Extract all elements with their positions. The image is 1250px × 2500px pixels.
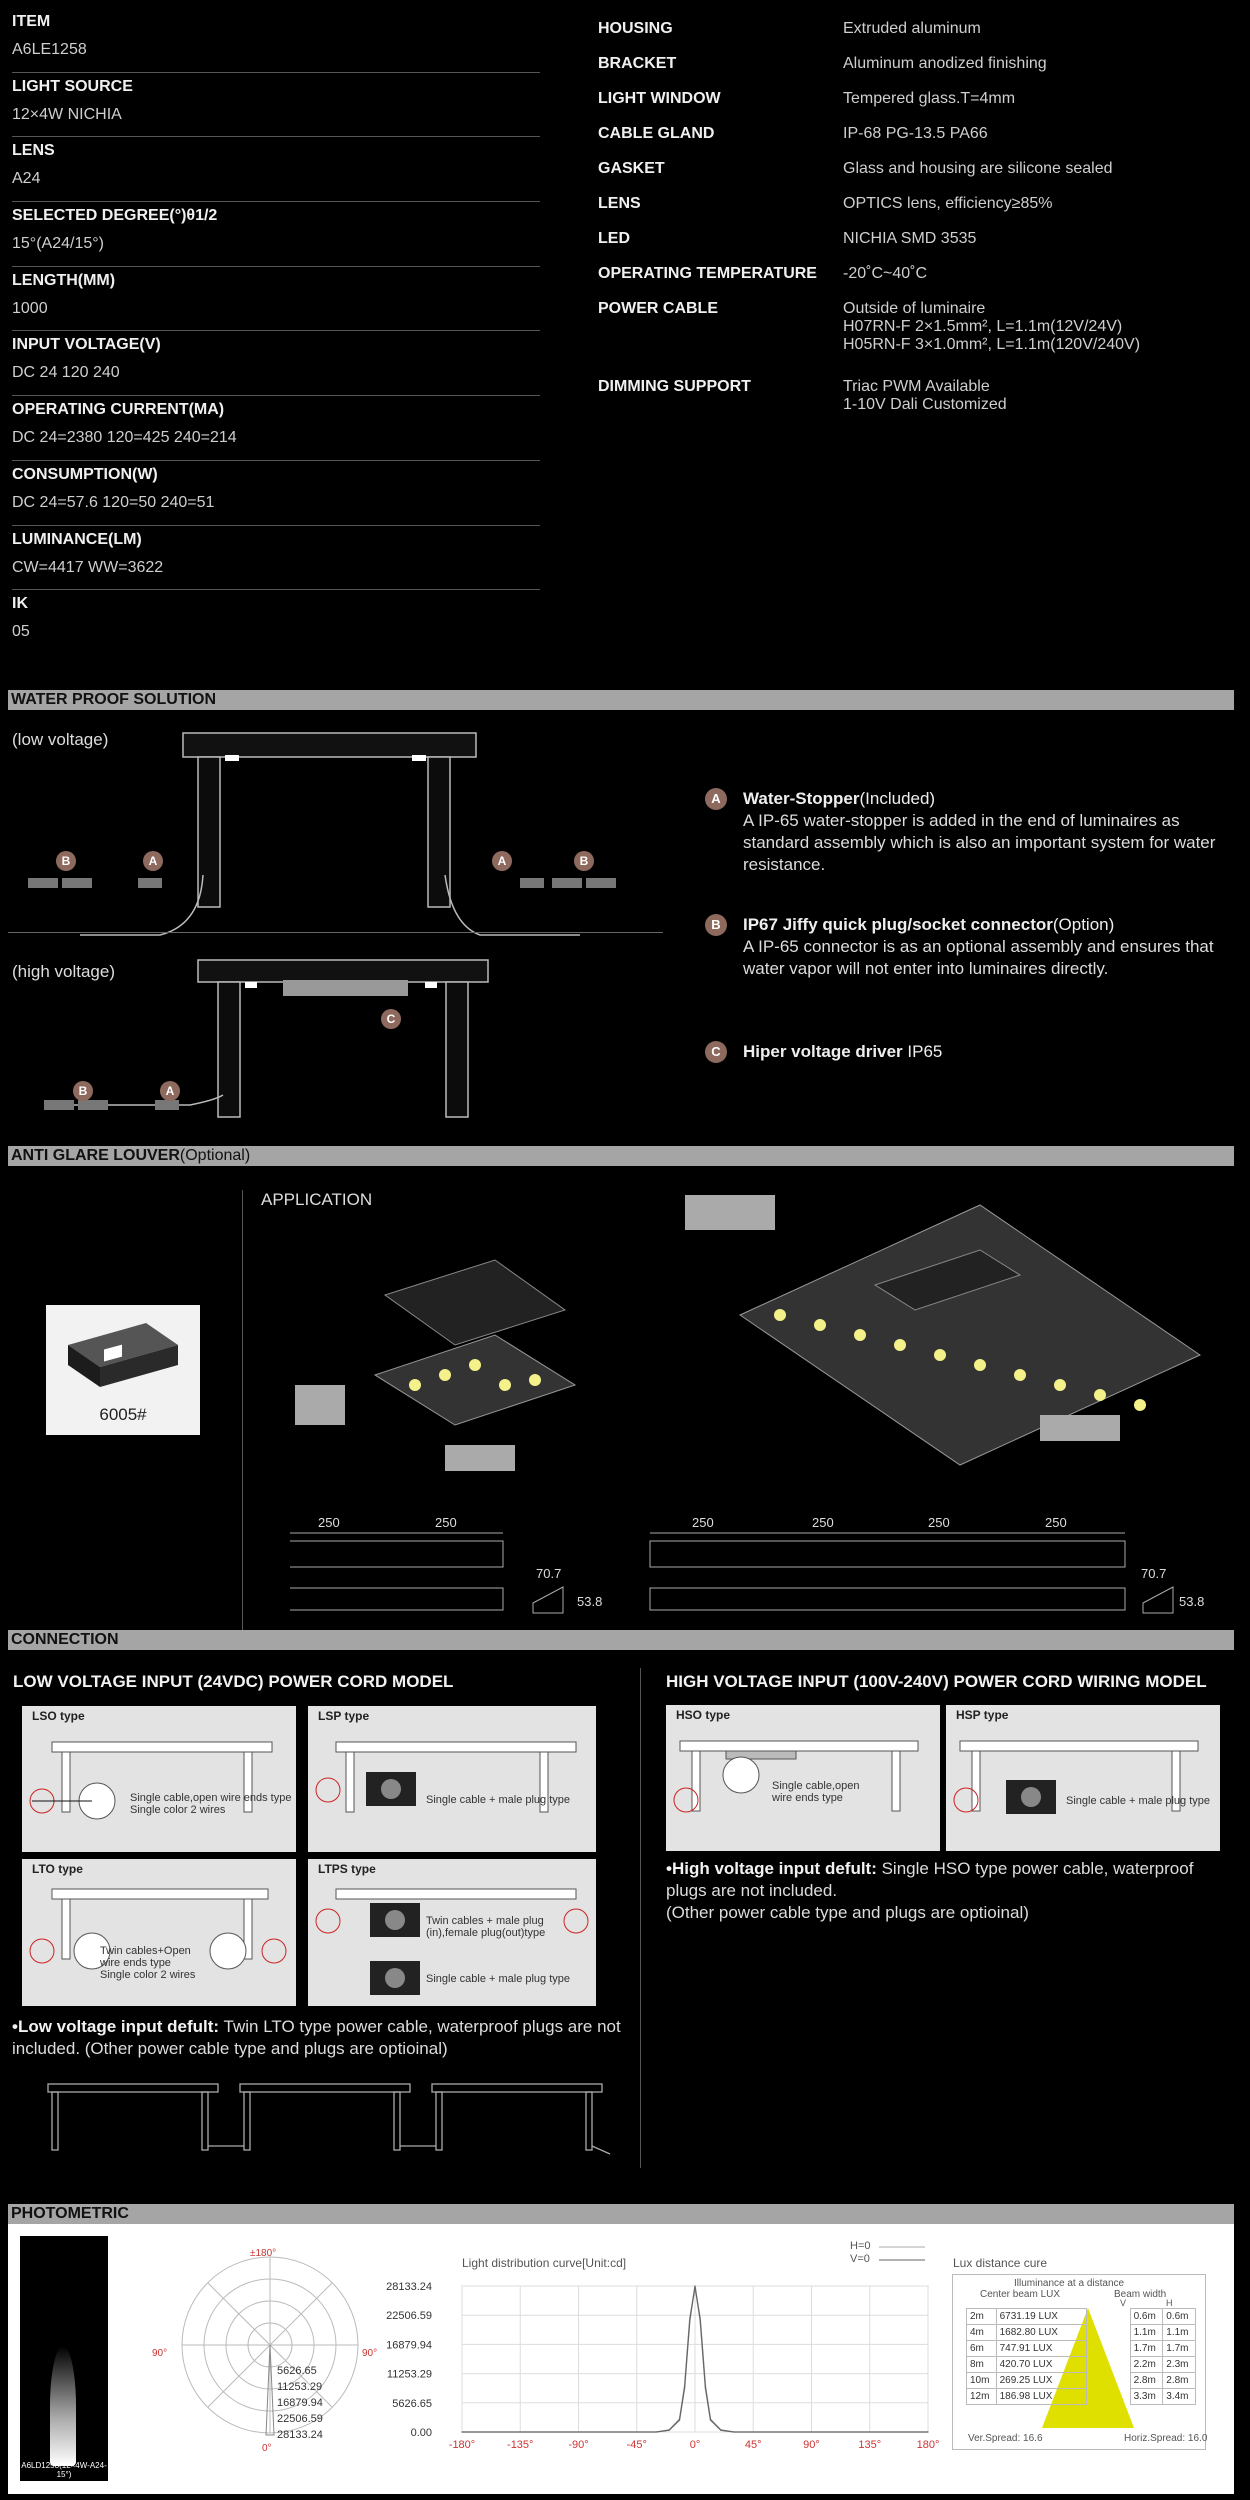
lso-diagram xyxy=(22,1726,296,1852)
low-voltage-wiring-drawing xyxy=(30,2080,630,2160)
spec-row xyxy=(598,90,1238,108)
polar-right-label: 90° xyxy=(362,2348,378,2359)
section-bar-waterproof xyxy=(8,690,1234,710)
x-tick-label: 45° xyxy=(744,2439,762,2451)
lux-h: 0.6m xyxy=(1163,2309,1196,2325)
spec-value: DC 24 120 240 xyxy=(12,364,120,382)
legend-v: V=0 xyxy=(850,2253,870,2265)
spec-item xyxy=(12,8,540,73)
lux-distance: 10m xyxy=(967,2373,997,2389)
lux-value: 1682.80 LUX xyxy=(996,2325,1086,2341)
item-title: Water-Stopper xyxy=(743,789,860,808)
spec-value: H07RN-F 2×1.5mm², L=1.1m(12V/24V) xyxy=(843,318,1123,335)
marker-c: C xyxy=(381,1009,401,1029)
dim-53: 53.8 xyxy=(1179,1594,1205,1609)
part-number: 6005# xyxy=(99,1405,147,1424)
lux-table xyxy=(966,2308,1196,2405)
box-title: HSO type xyxy=(676,1708,731,1722)
marker-b: B xyxy=(56,851,76,871)
lux-row xyxy=(967,2357,1196,2373)
spec-value: DC 24=57.6 120=50 240=51 xyxy=(12,493,215,511)
lux-distance: 2m xyxy=(967,2309,997,2325)
lux-row xyxy=(967,2341,1196,2357)
lux-v: 2.2m xyxy=(1130,2357,1163,2373)
spec-row xyxy=(598,20,1238,38)
box-note: Single cable + male plug type xyxy=(426,1794,571,1806)
item-title: Hiper voltage driver xyxy=(743,1042,903,1061)
lux-row xyxy=(967,2389,1196,2405)
marker-a: A xyxy=(705,788,727,810)
dim-250: 250 xyxy=(318,1515,340,1530)
polar-values xyxy=(277,2363,323,2443)
spec-value: IP-68 PG-13.5 PA66 xyxy=(843,125,988,142)
marker-b: B xyxy=(574,851,594,871)
spec-row xyxy=(598,55,1238,73)
spec-value: 1-10V Dali Customized xyxy=(843,396,1007,413)
low-voltage-label: (low voltage) xyxy=(12,730,109,749)
spec-label: CABLE GLAND xyxy=(598,125,715,142)
spec-value: A6LE1258 xyxy=(12,41,87,58)
spec-value: Triac PWM Available xyxy=(843,378,990,395)
series-point xyxy=(669,2430,670,2431)
series-point xyxy=(710,2419,711,2420)
high-voltage-label: (high voltage) xyxy=(12,962,116,981)
spec-label: CONSUMPTION(W) xyxy=(12,465,158,483)
spec-item xyxy=(12,461,540,526)
spec-label: LENS xyxy=(12,142,55,160)
lux-value: 186.98 LUX xyxy=(996,2389,1086,2405)
lux-value: 420.70 LUX xyxy=(996,2357,1086,2373)
polar-value: 5626.65 xyxy=(277,2365,317,2377)
divider xyxy=(640,1668,641,2168)
note-text: (Other power cable type and plugs are optioinal) xyxy=(666,1903,1029,1922)
spec-value: DC 24=2380 120=425 240=214 xyxy=(12,429,237,447)
polar-value: 22506.59 xyxy=(277,2413,323,2425)
y-tick-label: 5626.65 xyxy=(392,2397,432,2410)
ltps-type-box xyxy=(308,1859,596,2006)
series-point xyxy=(733,2431,734,2432)
lsp-diagram xyxy=(308,1726,596,1852)
spec-value: 05 xyxy=(12,623,30,641)
waterproof-drawing xyxy=(0,725,680,1125)
dim-250: 250 xyxy=(1045,1515,1067,1530)
lux-title: Lux distance cure xyxy=(953,2256,1048,2270)
polar-value: 11253.29 xyxy=(277,2381,323,2393)
spec-label: POWER CABLE xyxy=(598,300,718,317)
polar-value: 28133.24 xyxy=(277,2429,323,2441)
spec-value: NICHIA SMD 3535 xyxy=(843,230,977,247)
lux-distance: 4m xyxy=(967,2325,997,2341)
section-title-suffix: (Optional) xyxy=(179,1147,251,1164)
curve-title: Light distribution curve[Unit:cd] xyxy=(462,2256,627,2270)
x-tick-label: 135° xyxy=(858,2439,882,2451)
model-label: A6LD1258(12×4W-A24-15°) xyxy=(21,2461,107,2479)
legend-h: H=0 xyxy=(850,2240,871,2252)
dim-70: 70.7 xyxy=(536,1566,562,1581)
box-note: Single cable + male plug type xyxy=(426,1973,571,1985)
lux-h: 3.4m xyxy=(1163,2389,1196,2405)
lux-value: 747.91 LUX xyxy=(996,2341,1086,2357)
item-description: A IP-65 water-stopper is added in the end of luminaires as standard assembly which is also an important system for water resistance. xyxy=(743,811,1216,874)
series-point xyxy=(679,2419,680,2420)
application-label: APPLICATION xyxy=(261,1190,373,1209)
lux-h: 1.1m xyxy=(1163,2325,1196,2341)
polar-value: 16879.94 xyxy=(277,2397,323,2409)
high-voltage-default-note xyxy=(666,1858,1226,1924)
lso-type-box xyxy=(22,1706,296,1852)
spec-label: IK xyxy=(12,595,28,613)
marker-c: C xyxy=(705,1041,727,1063)
spec-label: ITEM xyxy=(12,13,51,30)
hor-spread: Horiz.Spread: 16.0 xyxy=(1124,2433,1208,2444)
series-point xyxy=(689,2320,690,2321)
x-tick-label: 90° xyxy=(803,2439,820,2451)
hsp-type-box xyxy=(946,1705,1220,1851)
spec-item xyxy=(12,396,540,461)
lux-v: 2.8m xyxy=(1130,2373,1163,2389)
lto-type-box xyxy=(22,1859,296,2006)
driver-box xyxy=(283,980,408,996)
dim-250: 250 xyxy=(692,1515,714,1530)
box-note: Single cable,open wire ends type xyxy=(772,1780,860,1804)
spec-label: OPERATING CURRENT(MA) xyxy=(12,401,225,419)
series-point xyxy=(705,2387,706,2388)
spec-item xyxy=(12,331,540,396)
lto-diagram xyxy=(22,1879,296,2005)
spec-row xyxy=(598,195,1238,213)
spec-label: SELECTED DEGREE(°)θ1/2 xyxy=(12,207,218,225)
x-tick-label: 0° xyxy=(689,2439,701,2451)
spec-row xyxy=(598,378,1238,414)
lux-header: Illuminance at a distance xyxy=(1014,2278,1125,2289)
spec-row xyxy=(598,265,1238,283)
note-bold: •High voltage input defult: xyxy=(666,1859,877,1878)
spec-value: CW=4417 WW=3622 xyxy=(12,558,164,576)
spec-list-right xyxy=(598,20,1238,431)
y-tick-label: 28133.24 xyxy=(386,2281,432,2293)
spec-item xyxy=(12,526,540,591)
y-tick-label: 0.00 xyxy=(410,2427,432,2439)
beam-image xyxy=(20,2236,108,2481)
lux-row xyxy=(967,2325,1196,2341)
x-tick-label: -45° xyxy=(626,2439,647,2451)
box-note: Single cable + male plug type xyxy=(1066,1795,1211,1807)
lsp-type-box xyxy=(308,1706,596,1852)
low-voltage-default-note xyxy=(12,2016,632,2060)
lux-row xyxy=(967,2309,1196,2325)
spec-list-left xyxy=(12,8,540,655)
spec-label: HOUSING xyxy=(598,20,673,37)
spec-label: INPUT VOLTAGE(V) xyxy=(12,336,161,354)
x-tick-label: 180° xyxy=(916,2439,940,2451)
spec-row xyxy=(598,230,1238,248)
waterproof-item-c xyxy=(705,1041,1235,1063)
spec-label: OPERATING TEMPERATURE xyxy=(598,265,817,282)
lux-value: 6731.19 LUX xyxy=(996,2309,1086,2325)
divider xyxy=(242,1190,243,1630)
louver-icon xyxy=(46,1305,200,1405)
spec-value: OPTICS lens, efficiency≥85% xyxy=(843,195,1053,212)
series-point xyxy=(656,2431,657,2432)
spec-label: BRACKET xyxy=(598,55,677,72)
hsp-diagram xyxy=(946,1725,1220,1851)
lux-header: Beam width xyxy=(1114,2289,1167,2300)
spec-label: GASKET xyxy=(598,160,665,177)
series-point xyxy=(927,2431,928,2432)
divider xyxy=(8,932,663,933)
lux-h: 1.7m xyxy=(1163,2341,1196,2357)
box-title: LTO type xyxy=(32,1862,83,1876)
box-note: Twin cables+Open wire ends type Single color 2 wires xyxy=(100,1945,196,1981)
spec-value: Aluminum anodized finishing xyxy=(843,55,1047,72)
spec-item xyxy=(12,137,540,202)
lux-distance: 6m xyxy=(967,2341,997,2357)
spec-label: LED xyxy=(598,230,630,247)
section-title: WATER PROOF SOLUTION xyxy=(11,691,217,708)
light-distribution-chart xyxy=(380,2268,940,2468)
spec-row xyxy=(598,160,1238,178)
polar-bottom-label: 0° xyxy=(262,2443,272,2454)
y-tick-label: 22506.59 xyxy=(386,2310,432,2323)
spec-value: H05RN-F 3×1.0mm², L=1.1m(120V/240V) xyxy=(843,336,1141,353)
louver-application-drawing xyxy=(290,1085,1250,1645)
marker-b: B xyxy=(705,914,727,936)
dim-250: 250 xyxy=(435,1515,457,1530)
box-title: HSP type xyxy=(956,1708,1009,1722)
box-title: LTPS type xyxy=(318,1862,376,1876)
lux-h-label: H xyxy=(1166,2298,1173,2308)
spec-value: Extruded aluminum xyxy=(843,20,981,37)
lux-row xyxy=(967,2373,1196,2389)
x-tick-label: -180° xyxy=(448,2439,476,2451)
spec-value: -20˚C~40˚C xyxy=(843,265,928,282)
box-note: Single cable,open wire ends type Single color 2 wires xyxy=(130,1792,292,1816)
spec-item xyxy=(12,202,540,267)
note-bold: •Low voltage input defult: xyxy=(12,2017,220,2036)
spec-label: LUMINANCE(LM) xyxy=(12,530,142,548)
box-note: Twin cables + male plug (in),female plug(out)type xyxy=(426,1915,546,1939)
box-title: LSP type xyxy=(318,1709,370,1723)
dim-53: 53.8 xyxy=(577,1594,603,1609)
lux-v: 1.1m xyxy=(1130,2325,1163,2341)
spec-value: 15°(A24/15°) xyxy=(12,235,104,253)
legend-swatches xyxy=(875,2240,935,2270)
dim-250: 250 xyxy=(812,1515,834,1530)
lux-value: 269.25 LUX xyxy=(996,2373,1086,2389)
waterproof-item-a xyxy=(705,788,1235,876)
lux-distance: 12m xyxy=(967,2389,997,2405)
spec-label: LIGHT WINDOW xyxy=(598,90,721,107)
lux-v: 0.6m xyxy=(1130,2309,1163,2325)
lux-v: 1.7m xyxy=(1130,2341,1163,2357)
spec-value: A24 xyxy=(12,170,41,188)
item-title: IP67 Jiffy quick plug/socket connector xyxy=(743,915,1053,934)
marker-a: A xyxy=(143,851,163,871)
section-bar-connection xyxy=(8,1630,1234,1650)
dim-250: 250 xyxy=(928,1515,950,1530)
marker-a: A xyxy=(492,851,512,871)
item-title-suffix: (Included) xyxy=(859,789,936,808)
spec-value: Glass and housing are silicone sealed xyxy=(843,160,1113,177)
lux-h: 2.3m xyxy=(1163,2357,1196,2373)
spec-value: 1000 xyxy=(12,299,48,317)
spec-item xyxy=(12,590,540,655)
note-text: Single HSO type power cable, waterproof plugs are not included. xyxy=(666,1859,1194,1900)
x-tick-label: -90° xyxy=(568,2439,589,2451)
lux-h: 2.8m xyxy=(1163,2373,1196,2389)
spec-item xyxy=(12,73,540,138)
section-title: PHOTOMETRIC xyxy=(11,2205,129,2222)
spec-label: LENGTH(MM) xyxy=(12,271,116,289)
marker-b: B xyxy=(73,1081,93,1101)
ltps-diagram xyxy=(308,1879,596,2005)
lux-distance: 8m xyxy=(967,2357,997,2373)
y-tick-label: 16879.94 xyxy=(386,2339,432,2352)
series-point xyxy=(684,2387,685,2388)
ver-spread: Ver.Spread: 16.6 xyxy=(968,2433,1043,2444)
lux-v: 3.3m xyxy=(1130,2389,1163,2405)
spec-label: LENS xyxy=(598,195,641,212)
dim-70: 70.7 xyxy=(1141,1566,1167,1581)
section-title: CONNECTION xyxy=(11,1631,119,1648)
y-tick-label: 11253.29 xyxy=(386,2368,432,2381)
note-text: Twin LTO type power cable, waterproof plugs are not included. (Other power cable type and plugs are optioinal) xyxy=(12,2017,621,2058)
lux-v-label: V xyxy=(1120,2298,1127,2308)
low-voltage-heading: LOW VOLTAGE INPUT (24VDC) POWER CORD MODEL xyxy=(13,1672,454,1691)
hso-type-box xyxy=(666,1705,940,1851)
box-title: LSO type xyxy=(32,1709,85,1723)
spec-row xyxy=(598,300,1238,354)
lux-header: Center beam LUX xyxy=(980,2289,1061,2300)
louver-part-card xyxy=(46,1305,200,1435)
item-title-suffix: IP65 xyxy=(902,1042,943,1061)
spec-value: Outside of luminaire xyxy=(843,300,986,317)
marker-a: A xyxy=(160,1081,180,1101)
high-voltage-heading: HIGH VOLTAGE INPUT (100V-240V) POWER CORD WIRING MODEL xyxy=(666,1672,1207,1691)
spec-value: Tempered glass.T=4mm xyxy=(843,90,1016,107)
section-bar-photometric xyxy=(8,2204,1234,2224)
series-point xyxy=(720,2430,721,2431)
spec-label: LIGHT SOURCE xyxy=(12,77,133,95)
item-description: A IP-65 connector is as an optional assembly and ensures that water vapor will not enter into luminaires directly. xyxy=(743,937,1214,978)
x-tick-label: -135° xyxy=(507,2439,534,2451)
polar-left-label: 90° xyxy=(152,2348,168,2359)
waterproof-item-b xyxy=(705,914,1235,980)
spec-value: 12×4W NICHIA xyxy=(12,105,122,123)
spec-row xyxy=(598,125,1238,143)
series-point xyxy=(700,2320,701,2321)
series-point xyxy=(694,2285,695,2286)
spec-item xyxy=(12,267,540,332)
polar-top-label: ±180° xyxy=(250,2248,277,2259)
item-title-suffix: (Option) xyxy=(1052,915,1115,934)
series-point xyxy=(461,2431,462,2432)
spec-label: DIMMING SUPPORT xyxy=(598,378,751,395)
section-title: ANTI GLARE LOUVER xyxy=(11,1147,180,1164)
